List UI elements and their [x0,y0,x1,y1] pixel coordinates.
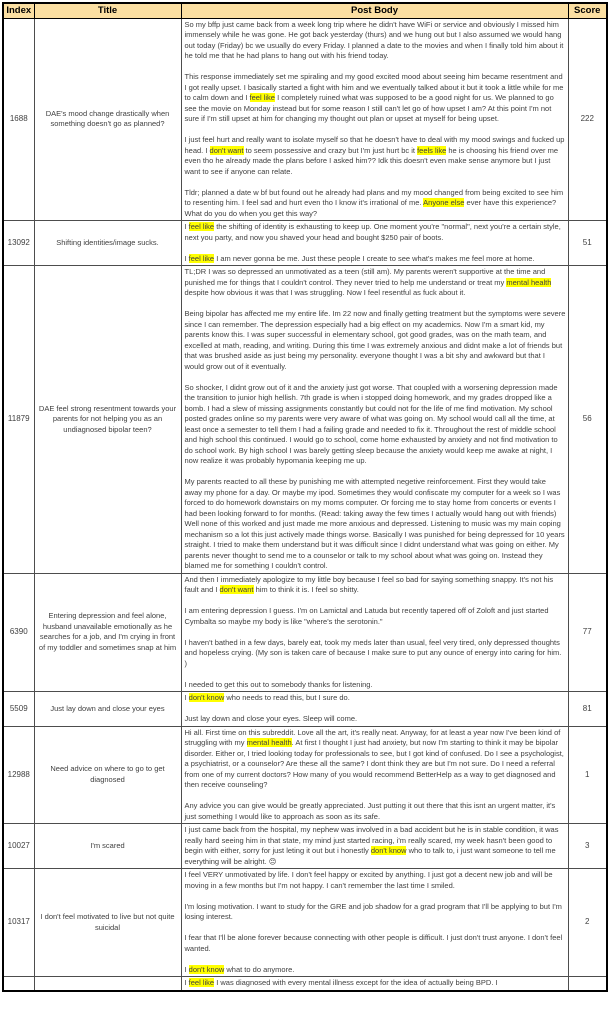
table-row [3,869,607,977]
post-paragraph [185,125,566,136]
post-paragraph [185,606,566,627]
post-paragraph [185,680,566,691]
title-cell: Just lay down and close your eyes [34,692,181,727]
title-cell: Need advice on where to go to get diagnosed [34,726,181,824]
post-paragraph [185,704,566,715]
post-paragraph [185,801,566,822]
title-cell: Shifting identities/image sucks. [34,221,181,266]
post-paragraph [185,923,566,934]
score-cell: 3 [568,824,607,869]
body-text-segment: I feel VERY unmotivated by life. I don't feel happy or excited by anything. I just got a decent new job and will be moving in a few months but I'm not happy. I can't remember the last time I smiled. [184,870,553,890]
post-paragraph [185,20,566,62]
post-paragraph [185,965,566,976]
post-paragraph [185,254,566,265]
highlighted-phrase: don't want [209,145,244,155]
body-text-segment: This response immediately set me spiraling and my good excited mood about seeing him became resentment and I got really upset. I basically started a fight with him and we eventually talked about it but it took a little while for me to calm down and I [184,72,564,102]
table-row [3,726,607,824]
post-paragraph [185,714,566,725]
score-cell: 77 [568,573,607,692]
highlighted-phrase: don't know [188,964,225,974]
post-paragraph [185,299,566,310]
post-paragraph [185,477,566,572]
post-body-cell [181,824,568,869]
highlighted-phrase: don't know [188,693,225,702]
post-paragraph [185,383,566,467]
body-text-segment: Hi all. First time on this subreddit. Love all the art, it's really neat. Anyway, for at least a year now I've been kind of struggling with my [184,727,561,747]
post-paragraph [185,596,566,607]
body-text-segment: . At first I thought I just had anxiety, but now I'm starting to think it may be bipolar disorder. Either or, I tried looking today for professionals to see, but I got kind of confused. Do I see a psychologist, a psychiatrist, or a counselor? Are these all the same? I dont think they are but I'm not sure. Do I need a referral from one of my current doctors? How many of you would recommend BetterHelp as a way to get diagnosed and then receive counseling? [184,738,564,789]
column-header-title: Title [34,3,181,18]
post-body-cell [181,573,568,692]
body-text-segment: I just feel hurt and really want to isolate myself so that he doesn't have to deal with my mood swings and fucked up head. I [184,135,565,155]
body-text-segment: I am entering depression I guess. I'm on Lamictal and Latuda but recently tapered off of Zoloft and just started Cymbalta so maybe my body is like "where's the serotonin." [184,606,549,626]
title-cell: Entering depression and feel alone, husband unavailable emotionally as he searches for a job, and I'm crying in front of my toddler and sometimes snap at him [34,573,181,692]
table-row [3,266,607,574]
post-paragraph [185,372,566,383]
table-row [3,221,607,266]
body-text-segment: who to talk to, i just want someone to tell me everything will be alright. 😔 [184,846,556,866]
highlighted-phrase: feel like [188,978,215,987]
score-cell: 2 [568,869,607,977]
table-row [3,824,607,869]
table-body [3,18,607,991]
post-paragraph [185,638,566,670]
body-text-segment: I [184,253,189,263]
post-paragraph [185,825,566,867]
score-cell: 56 [568,266,607,574]
title-cell: I'm scared [34,824,181,869]
post-body-cell [181,221,568,266]
table-row [3,573,607,692]
body-text-segment: I [184,964,189,974]
post-paragraph [185,135,566,177]
body-text-segment: despite how obvious it was that I was struggling. Now I feel resentful as fuck about it. [184,288,466,297]
body-text-segment: My parents reacted to all these by punishing me with attempted negetive reinforcement. First they would take away my phone for a day. Or maybe my ipod. Sometimes they would confiscate my computer for a week so I was forced to do homework downstairs on my moms computer. Or forcing me to stay home from concerts or events I had been looking forward to for months. (Read: taking away the few times I actually would hang out with friends) Well none of this worked and just made me more anxious and depressed. Listening to music was my main coping mechanism so a lot this just actively made things worse. Basically I was punished for being depressed for 10 years straight. I tried to make them understand but it was difficult since I didnt understand what was going on either. My parents never thought to send me to a counselor or talk to my school about what was going on. Instead they blamed me for something I couldn't control. [184,477,565,570]
body-text-segment: And then I immediately apologize to my little boy because I feel so bad for saying something snappy. It's not his fault and I [184,574,554,594]
post-paragraph [185,728,566,791]
post-paragraph [185,669,566,680]
body-text-segment: Being bipolar has affected me my entire life. Im 22 now and finally getting treatment but the symptoms were severe since I can remember. The depression especially had a big effect on my academics. Now I'm a smart kid, my parents know this. I was super successful in elementary school, got good grades, was on the math team, and excelled at math, reading, and writing. During this time I was extremely anxious and didnt make a lot of friends but that was brushed aside as just being my personality. everyone thought I was a bit shy and awkward but that I would grow out of it eventually. [184,309,566,371]
table-row [3,977,607,991]
post-paragraph [185,62,566,73]
body-text-segment: TL;DR I was so depressed an unmotivated as a teen (still am). My parents weren't supportive at the time and punished me for things that I couldn't control. They never tried to help me understand or treat my [184,267,546,287]
index-cell: 12988 [3,726,34,824]
post-body-cell [181,869,568,977]
body-text-segment: I needed to get this out to somebody thanks for listening. [184,679,373,689]
body-text-segment: So shocker, I didnt grow out of it and the anxiety just got worse. That coupled with a worsening depression made the transition to junior high hellish. 7th grade is when i stopped doing homework, and my grades dropped like a bomb. I had a slew of missing assignments constantly but could not for the life of me find motivation. My school posted grades online so my parents were very aware of what was going on. My school would call all the time, at least once a semester to tell them I had a failing grade and needed to fix it. Throughout the rest of middle school and high school this continued. I would go to school, come home exhausted by anxiety and not find motivation to do school work. By high school I was barely getting sleep because the anxiety would keep me awake at night, I now realize it was probably hypomania keeping me up. [184,382,558,465]
score-cell: 51 [568,221,607,266]
column-header-index: Index [3,3,34,18]
body-text-segment: Any advice you can give would be greatly appreciated. Just putting it out there that this isnt an urgent matter, it's just something I would like to approach as soon as its safe. [184,801,556,821]
body-text-segment: him to think it is. I feel so shitty. [253,585,359,594]
post-paragraph [185,978,566,989]
body-text-segment: I just came back from the hospital, my nephew was involved in a bad accident but he is in stable condition, it was really hard seeing him in that state, my mind just started racing, i'm really scared, my week hasn't been good to begin with either, sorry for just leting it out but i honestly [184,825,559,855]
body-text-segment: I fear that I'll be alone forever because connecting with other people is difficult. I just don't trust anyone. I don't feel wanted. [184,933,563,953]
body-text-segment: I am never gonna be me. Just these people I create to see what's makes me feel more at home. [214,253,535,263]
highlighted-phrase: mental health [506,277,552,287]
post-paragraph [185,188,566,220]
header-row [3,3,607,18]
body-text-segment: ever have this experience? What do you do when you get this way? [184,198,557,218]
highlighted-phrase: feel like [249,93,275,102]
body-text-segment: So my bffp just came back from a week long trip where he didn't have WiFi or service and obviously I missed him immensely while he was gone. He got back yesterday (thurs) and we hung out but I also assumed we would hang out today (Friday) bc we usually do every Friday. I planned a date to the movies and when I finally told him about it he told me that he had plans to hang out with his friend today. [184,19,564,60]
body-text-segment: the shifting of identity is exhausting to keep up. One moment you're "normal", next you're a certain style, next you party, and now you shaved your head and bought $250 pair of boots. [184,222,561,242]
body-text-segment: I [184,978,189,987]
post-body-cell [181,977,568,991]
post-paragraph [185,791,566,802]
body-text-segment: I'm losing motivation. I want to study for the GRE and job shadow for a grad program that I'll be applying to but I'm losing interest. [184,901,562,921]
title-cell: I don't feel motivated to live but not quite suicidal [34,869,181,977]
post-paragraph [185,467,566,478]
post-body-cell [181,726,568,824]
score-cell: 1 [568,726,607,824]
post-paragraph [185,243,566,254]
post-body-cell [181,266,568,574]
highlighted-phrase: feel like [188,253,215,263]
index-cell: 11879 [3,266,34,574]
title-cell [34,977,181,991]
index-cell: 10317 [3,869,34,977]
index-cell: 5509 [3,692,34,727]
index-cell: 10027 [3,824,34,869]
index-cell: 6390 [3,573,34,692]
table-header [3,3,607,18]
body-text-segment: to seem possessive and crazy but I'm just hurt bc it [243,145,418,155]
score-cell: 81 [568,692,607,727]
index-cell: 1688 [3,18,34,221]
score-cell: 222 [568,18,607,221]
index-cell [3,977,34,991]
index-cell: 13092 [3,221,34,266]
body-text-segment: who needs to read this, but I sure do. [224,693,350,702]
posts-table [2,2,608,992]
body-text-segment: what to do anymore. [224,964,295,974]
post-paragraph [185,693,566,704]
title-cell: DAE's mood change drastically when something doesn't go as planned? [34,18,181,221]
title-cell: DAE feel strong resentment towards your parents for not helping you as an undiagnosed bipolar teen? [34,266,181,574]
highlighted-phrase: feel like [188,222,215,231]
body-text-segment: I haven't bathed in a few days, barely eat, took my meds later than usual, feel very tired, only depressed thoughts and hopeless crying. (My son is taken care of because I make sure to put any ounce of energy into caring for him. ) [184,637,562,668]
highlighted-phrase: don't want [219,585,254,594]
body-text-segment: Tldr; planned a date w bf but found out he already had plans and my mood changed from being excited to see him to resenting him. I feel sad and hurt even tho I know it's irrational of me. [184,187,564,207]
highlighted-phrase: feels like [417,145,447,155]
post-body-cell [181,692,568,727]
body-text-segment: I completely ruined what was supposed to be a good night for us. We planned to go see the movie on Monday instead but for some reason I still can't let go of how upset I am? At this point I'm not sure if I'm still upset at him for changing my thought out plan or upset at myself for being upset. [184,93,554,123]
body-text-segment: he is choosing his friend over me even tho he already made the plans before I asked him?? Idk this doesn't even make sense anymore but I just want to see if anyone can relate. [184,145,559,176]
body-text-segment: I was diagnosed with every mental illness except for the idea of actually being BPD. I [214,978,498,987]
highlighted-phrase: Anyone else [423,198,465,207]
column-header-score: Score [568,3,607,18]
post-paragraph [185,267,566,299]
post-paragraph [185,309,566,372]
table-row [3,18,607,221]
highlighted-phrase: don't know [370,846,407,855]
post-paragraph [185,891,566,902]
highlighted-phrase: mental health [246,738,292,747]
post-paragraph [185,627,566,638]
body-text-segment: I [184,693,189,702]
body-text-segment: Just lay down and close your eyes. Sleep will come. [184,714,358,723]
post-paragraph [185,72,566,125]
post-paragraph [185,933,566,954]
column-header-post-body: Post Body [181,3,568,18]
post-paragraph [185,954,566,965]
table-row [3,692,607,727]
post-paragraph [185,222,566,243]
post-body-cell [181,18,568,221]
post-paragraph [185,575,566,596]
body-text-segment: I [184,222,189,231]
post-paragraph [185,902,566,923]
post-paragraph [185,870,566,891]
post-paragraph [185,177,566,188]
score-cell [568,977,607,991]
